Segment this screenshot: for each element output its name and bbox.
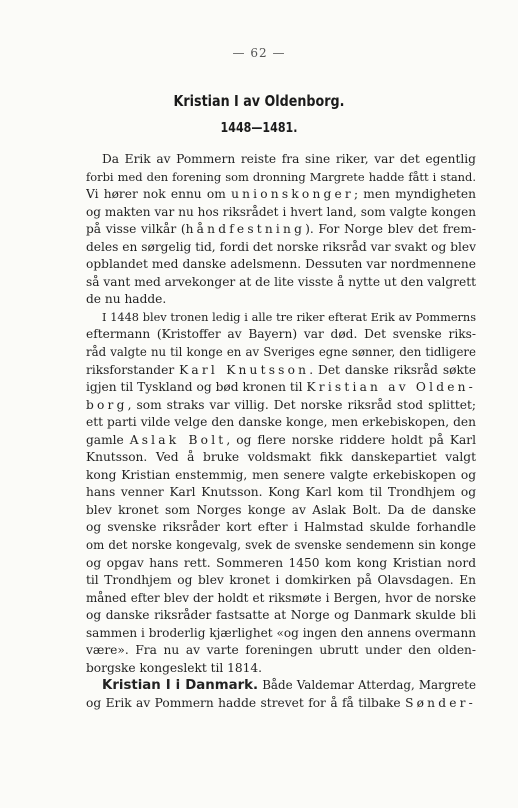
text-line xyxy=(86,537,476,555)
section-run-in-heading: Kristian I i Danmark. xyxy=(102,678,259,694)
text-line xyxy=(86,555,476,573)
text-line xyxy=(86,239,476,257)
text-run: igjen til Tyskland og bød kronen til xyxy=(86,380,307,395)
spaced-emphasis: borg xyxy=(86,397,128,412)
text-line xyxy=(86,607,476,625)
text-run: blev kronet som Norges konge av Aslak Bolt. Da de danske xyxy=(86,502,476,517)
text-run: Vi hører nok ennu om xyxy=(86,187,232,202)
text-run: og svenske riksråder kort efter i Halmstad skulde forhandle xyxy=(86,520,476,535)
text-run: borgske kongeslekt til 1814. xyxy=(86,660,263,675)
text-run: hans venner Karl Knutsson. Kong Karl kom til Trondhjem og xyxy=(86,485,476,500)
text-line xyxy=(86,572,476,590)
text-line xyxy=(86,204,476,222)
text-run: måned efter blev der holdt et riksmøte i Bergen, hvor de norske xyxy=(86,590,476,605)
text-line xyxy=(86,344,476,362)
text-line xyxy=(86,151,476,169)
text-line xyxy=(86,519,476,537)
text-line xyxy=(86,502,476,520)
spaced-emphasis: håndfestning xyxy=(185,222,306,237)
text-line xyxy=(86,625,476,643)
text-run: riksforstander xyxy=(86,362,180,377)
text-line xyxy=(86,379,476,397)
text-run: være». Fra nu av varte foreningen ubrutt under den olden- xyxy=(86,643,476,658)
spaced-emphasis: Kristian av Olden- xyxy=(306,380,476,395)
text-line xyxy=(86,397,476,415)
text-run: . Det danske riksråd søkte xyxy=(309,362,476,377)
text-line xyxy=(86,484,476,502)
text-line xyxy=(86,677,476,695)
text-run: eftermann (Kristoffer av Bayern) var død. Det svenske riks- xyxy=(86,327,476,342)
text-line xyxy=(86,449,476,467)
text-line xyxy=(86,467,476,485)
text-run: ). For Norge blev det frem- xyxy=(305,222,476,237)
text-run: og danske riksråder fastsatte at Norge og Danmark skulde bli xyxy=(86,608,476,623)
text-run: og Erik av Pommern hadde strevet for å få tilbake xyxy=(86,695,406,710)
text-run: råd valgte nu til konge en av Sveriges egne sønner, den tidligere xyxy=(86,345,476,360)
text-run: Knutsson. Ved å bruke voldsmakt fikk danskepartiet valgt xyxy=(86,450,476,465)
text-run: Både Valdemar Atterdag, Margrete xyxy=(258,678,476,693)
text-run: og makten var nu hos riksrådet i hvert land, som valgte kongen xyxy=(86,204,476,219)
text-line xyxy=(86,590,476,608)
text-run: de nu hadde. xyxy=(86,292,167,307)
text-run: Da Erik av Pommern reiste fra sine riker, var det egentlig xyxy=(102,152,476,166)
spaced-emphasis: Aslak Bolt xyxy=(129,432,227,447)
page-number: — 62 — xyxy=(232,46,286,60)
text-line xyxy=(86,642,476,660)
text-line xyxy=(86,221,476,239)
text-run: på visse vilkår ( xyxy=(86,222,186,237)
text-line xyxy=(86,414,476,432)
text-run: I 1448 blev tronen ledig i alle tre riker efterat Erik av Pommerns xyxy=(102,310,476,324)
text-line xyxy=(86,186,476,204)
spaced-emphasis: Sønder- xyxy=(405,695,476,710)
text-run: til Trondhjem og blev kronet i domkirken på Olavsdagen. En xyxy=(86,573,476,588)
text-line xyxy=(86,256,476,274)
text-run: gamle xyxy=(86,432,130,447)
text-run: og opgav hans rett. Sommeren 1450 kom kong Kristian nord xyxy=(86,555,476,570)
text-line xyxy=(86,309,476,327)
text-line xyxy=(86,432,476,450)
text-run: sammen i broderlig kjærlighet «og ingen den annens overmann xyxy=(86,625,476,640)
text-run: ; men myndigheten xyxy=(353,187,476,202)
text-line xyxy=(86,274,476,292)
chapter-heading: Kristian I av Oldenborg. xyxy=(173,92,345,110)
text-line xyxy=(86,362,476,380)
text-line xyxy=(86,326,476,344)
text-run: forbi med den forening som dronning Margrete hadde fått i stand. xyxy=(86,169,476,184)
text-line xyxy=(86,660,476,678)
text-run: opblandet med danske adelsmenn. Dessuten var nordmennene xyxy=(86,257,476,272)
text-run: kong Kristian enstemmig, men senere valgte erkebiskopen og xyxy=(86,467,476,482)
body-text xyxy=(86,151,476,713)
text-run: så vant med arvekonger at de lite visste å nytte ut den valgrett xyxy=(86,274,476,289)
text-run: om det norske kongevalg, svek de svenske sendemenn sin konge xyxy=(86,538,476,553)
text-run: ett parti vilde velge den danske konge, men erkebiskopen, den xyxy=(86,415,476,430)
spaced-emphasis: Karl Knutsson xyxy=(179,362,310,377)
text-line xyxy=(86,291,476,309)
text-line xyxy=(86,169,476,187)
spaced-emphasis: unionskonger xyxy=(231,187,354,202)
chapter-years: 1448—1481. xyxy=(220,120,298,136)
text-line xyxy=(86,695,476,713)
text-run: , som straks var villig. Det norske riksråd stod splittet; xyxy=(127,397,476,412)
text-run: deles en sørgelig tid, fordi det norske riksråd var svakt og blev xyxy=(86,239,476,254)
text-run: , og flere norske riddere holdt på Karl xyxy=(226,432,476,447)
